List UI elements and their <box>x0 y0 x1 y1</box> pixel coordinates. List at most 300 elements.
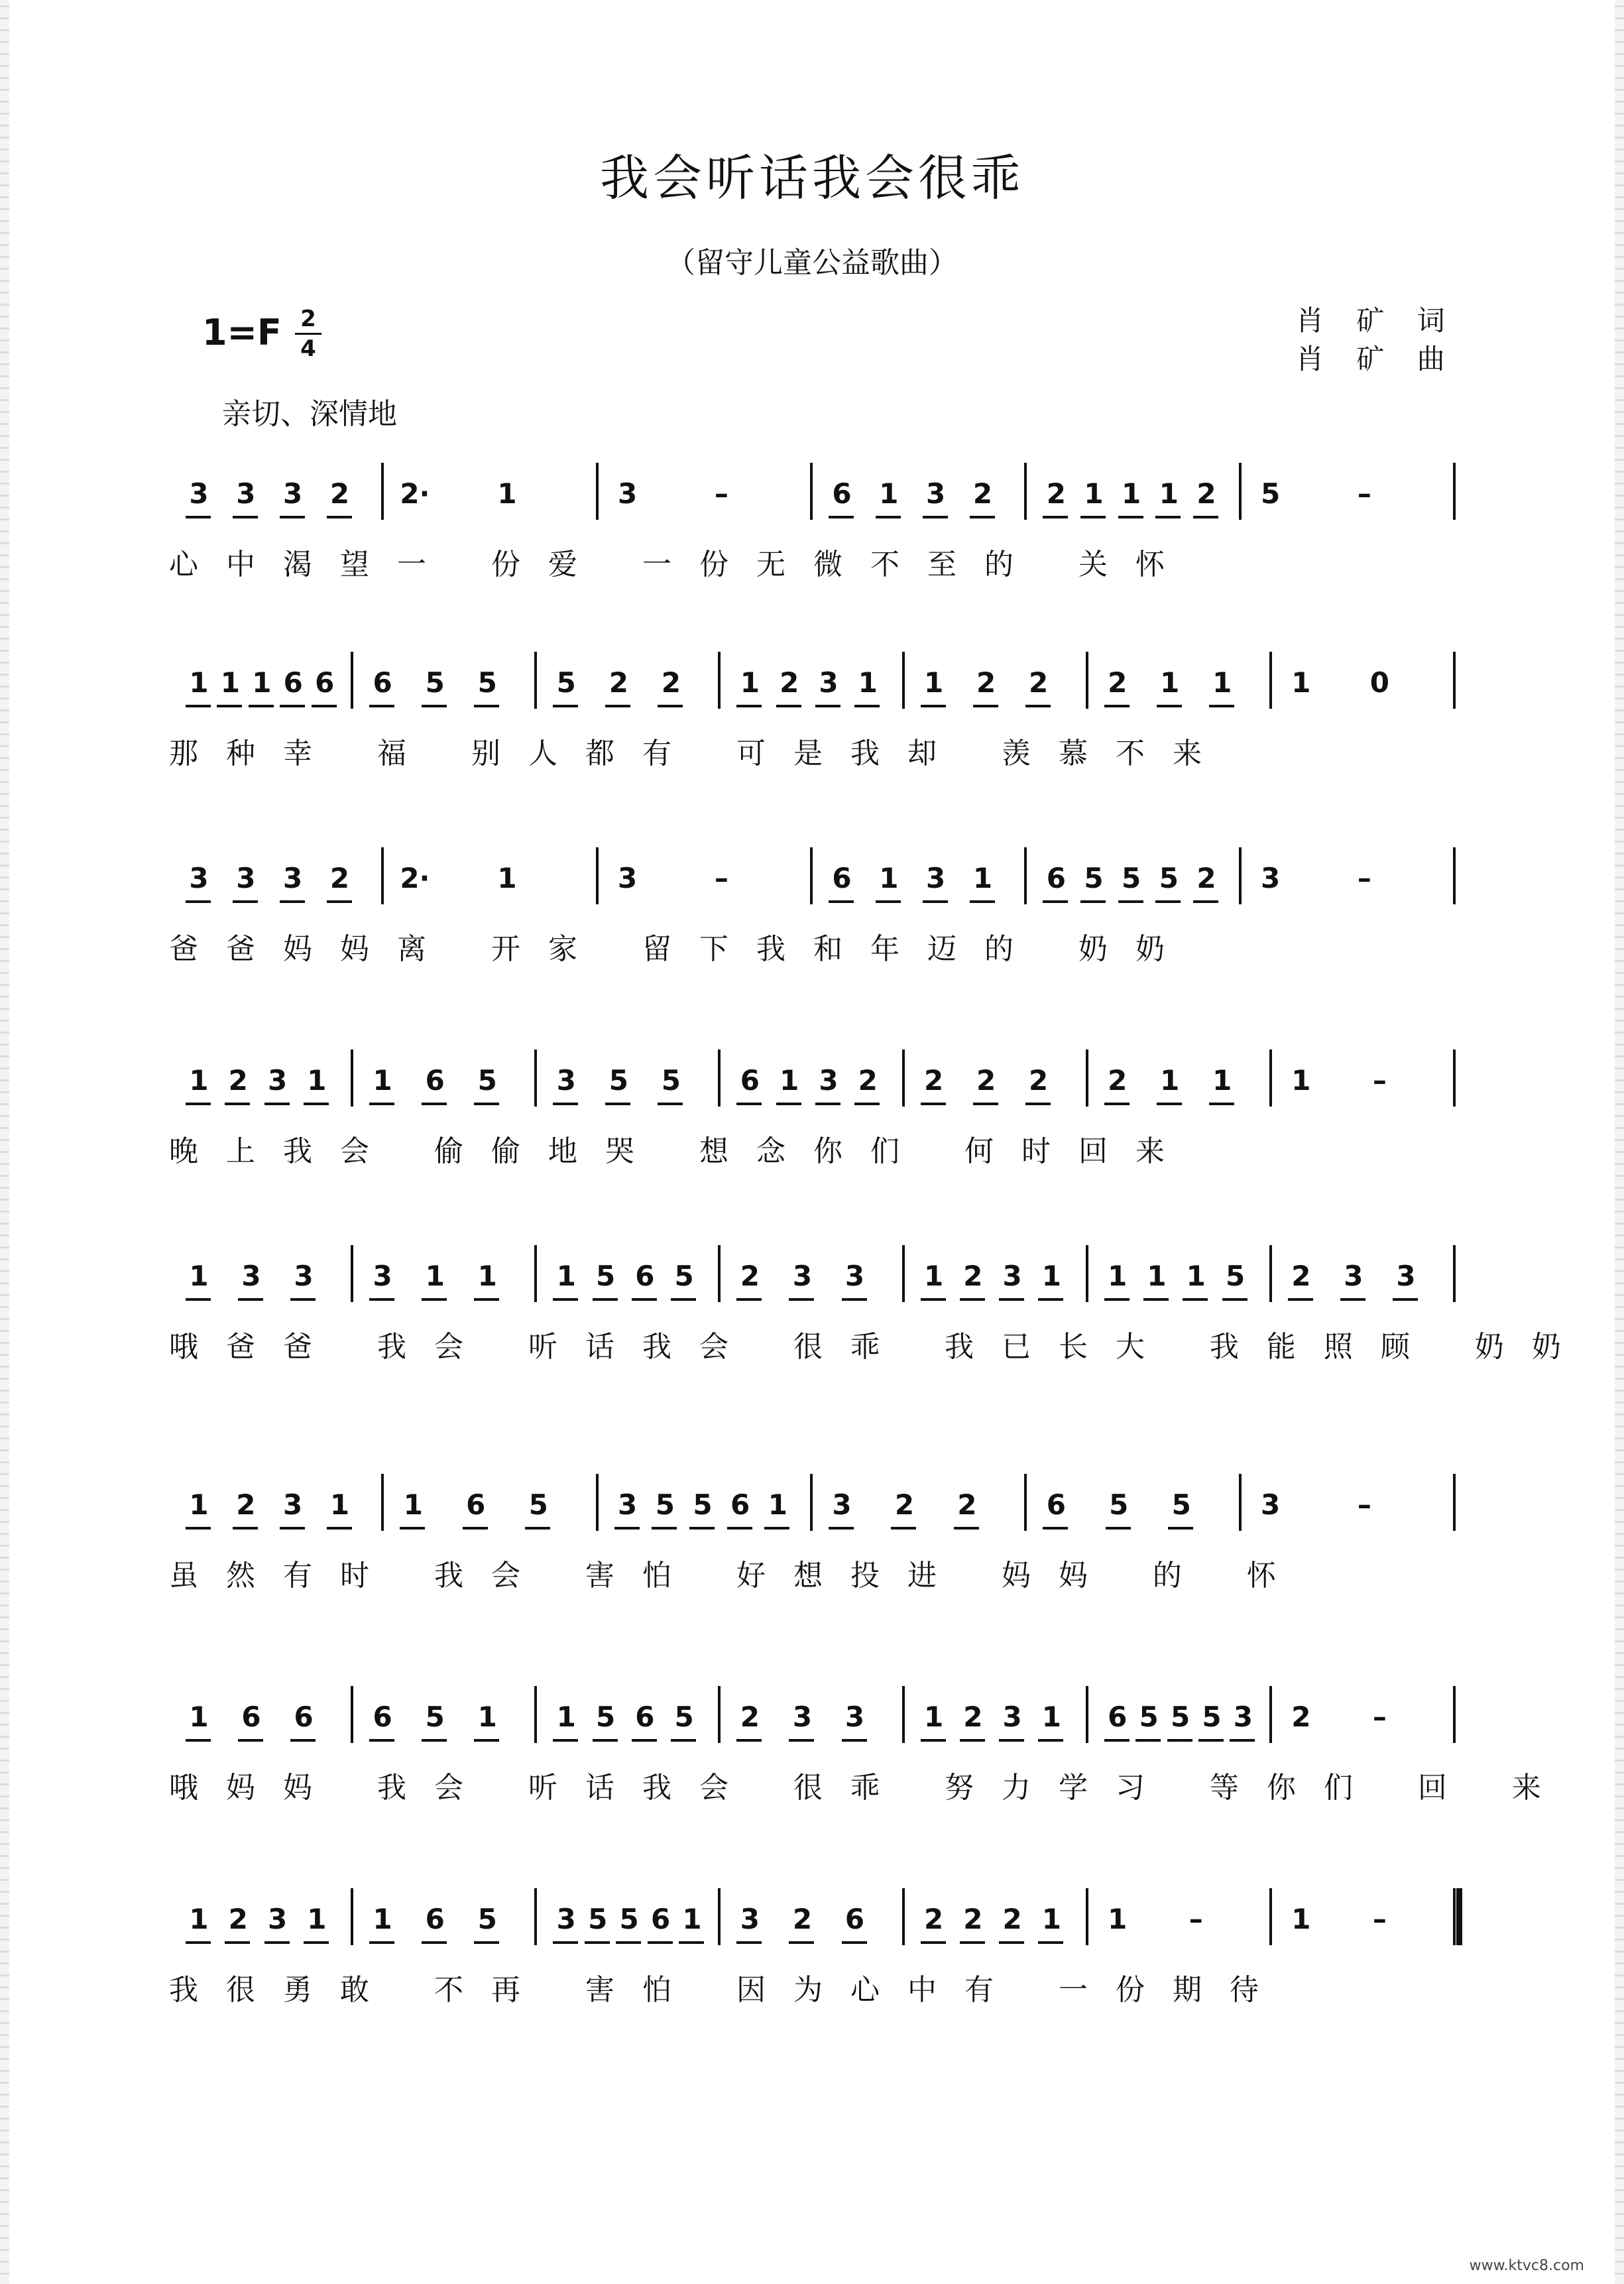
barline <box>902 1686 905 1743</box>
note: 1 <box>972 862 993 894</box>
note: 1 <box>879 477 899 510</box>
note: 1 <box>780 1064 799 1097</box>
note-underline <box>736 1103 762 1105</box>
note-underline <box>327 1527 352 1530</box>
note: 3 <box>844 1701 865 1733</box>
lyricist-credit: 肖 矿 词 <box>1296 304 1457 337</box>
note-underline <box>553 1941 578 1944</box>
final-barline <box>1453 1888 1462 1945</box>
barline <box>1024 847 1027 904</box>
barline <box>351 1888 353 1945</box>
key-signature: 1=F <box>202 312 282 353</box>
barline <box>718 1245 721 1302</box>
notes-line <box>172 477 1458 530</box>
note-underline <box>1135 1739 1161 1742</box>
note-underline <box>186 516 211 518</box>
barline <box>1453 1050 1456 1107</box>
note: 2 <box>609 666 628 699</box>
note: 5 <box>477 1064 497 1097</box>
barline <box>1086 1888 1088 1945</box>
note: 1 <box>1291 666 1311 699</box>
note: 6 <box>283 666 303 699</box>
score-system <box>0 862 1624 994</box>
note: 3 <box>926 862 946 894</box>
note: 3 <box>792 1260 813 1292</box>
note: 2· <box>400 477 430 510</box>
note: 3 <box>283 477 303 510</box>
note: – <box>1357 862 1371 894</box>
note-underline <box>238 1298 263 1301</box>
note: 1 <box>1041 1701 1062 1733</box>
note: 2 <box>894 1488 915 1521</box>
note: 1 <box>923 1701 944 1733</box>
note: 5 <box>595 1260 616 1292</box>
note: 1 <box>189 1260 209 1292</box>
note: 2 <box>1291 1260 1311 1292</box>
note: 1 <box>329 1488 350 1521</box>
note: 3 <box>283 862 303 894</box>
note-underline <box>842 1739 867 1742</box>
note: 3 <box>1002 1701 1022 1733</box>
note-underline <box>1104 705 1130 707</box>
note: 1 <box>1291 1064 1311 1097</box>
note-underline <box>632 1739 657 1742</box>
note-underline <box>921 1103 946 1105</box>
note: 2 <box>976 1064 996 1097</box>
note: 3 <box>819 1064 839 1097</box>
note-underline <box>999 1298 1024 1301</box>
note: 2 <box>740 1260 760 1292</box>
note-underline <box>1118 516 1143 518</box>
note-underline <box>605 705 630 707</box>
note-underline <box>585 1941 610 1944</box>
note: 5 <box>1170 1701 1190 1733</box>
barline <box>534 1050 537 1107</box>
note: 5 <box>674 1701 694 1733</box>
note: 1 <box>1291 1903 1311 1935</box>
note-underline <box>280 1527 305 1530</box>
note: 1 <box>497 862 517 894</box>
barline <box>1269 1050 1272 1107</box>
barline <box>810 1474 813 1531</box>
note: 5 <box>556 666 576 699</box>
note-underline <box>876 516 901 518</box>
lyrics-line: 哦妈妈 我会 听话我会 很乖 努力学习 等你们 回 来 <box>169 1771 1569 1805</box>
note-underline <box>264 1941 290 1944</box>
note: 6 <box>466 1488 486 1521</box>
note: 1 <box>1212 1064 1232 1097</box>
note: 6 <box>315 666 335 699</box>
barline <box>1239 1474 1242 1531</box>
lyrics-line: 虽然有时 我会 害怕 好想投进 妈妈 的 怀 <box>169 1559 1304 1593</box>
note: – <box>1372 1064 1387 1097</box>
note: 3 <box>267 1064 288 1097</box>
note: 2 <box>972 477 993 510</box>
note: 1 <box>477 1260 497 1292</box>
note: 1 <box>1041 1903 1062 1935</box>
note-underline <box>304 1103 329 1105</box>
note: 1 <box>189 1488 209 1521</box>
note-underline <box>1222 1298 1247 1301</box>
note-underline <box>186 1527 211 1530</box>
note: 1 <box>425 1260 445 1292</box>
note-underline <box>369 1298 394 1301</box>
note-underline <box>369 705 394 707</box>
note: 6 <box>425 1064 445 1097</box>
note: 2 <box>1291 1701 1311 1733</box>
note-underline <box>327 900 352 903</box>
note: 3 <box>236 862 256 894</box>
note-underline <box>632 1298 657 1301</box>
note: 2 <box>661 666 681 699</box>
note: 5 <box>1109 1488 1129 1521</box>
note: 3 <box>618 862 638 894</box>
note: 3 <box>267 1903 288 1935</box>
note-underline <box>736 1739 762 1742</box>
note: 3 <box>792 1701 813 1733</box>
note-underline <box>422 1103 447 1105</box>
score-system <box>0 666 1624 799</box>
note: 6 <box>730 1488 750 1521</box>
note: 1 <box>1108 1260 1128 1292</box>
barline <box>534 1888 537 1945</box>
note: 1 <box>682 1903 702 1935</box>
note-underline <box>1167 1739 1192 1742</box>
note: 1 <box>1108 1903 1128 1935</box>
note-underline <box>422 705 447 707</box>
barline <box>381 847 384 904</box>
note: 2 <box>1002 1903 1022 1935</box>
barline <box>351 652 353 709</box>
note-underline <box>829 516 854 518</box>
note-underline <box>525 1527 550 1530</box>
barline <box>1086 1245 1088 1302</box>
note-underline <box>463 1527 488 1530</box>
barline <box>1239 847 1242 904</box>
note: 1 <box>1122 477 1141 510</box>
note: 3 <box>1261 862 1281 894</box>
note-underline <box>954 1527 979 1530</box>
note-underline <box>1155 516 1181 518</box>
note: 1 <box>740 666 760 699</box>
notes-line <box>172 1701 1458 1754</box>
note: 5 <box>425 1701 445 1733</box>
note: 1 <box>1159 477 1179 510</box>
barline <box>351 1686 353 1743</box>
note: 5 <box>1084 862 1104 894</box>
note-underline <box>217 705 242 707</box>
note: 5 <box>1202 1701 1222 1733</box>
meter-bottom: 4 <box>300 335 316 362</box>
notes-line <box>172 666 1458 719</box>
lyrics-line: 那种幸 福 别人都有 可是我却 羡慕不来 <box>169 737 1230 770</box>
note-underline <box>973 1103 998 1105</box>
note: 2 <box>858 1064 878 1097</box>
note: 3 <box>556 1064 576 1097</box>
note-underline <box>876 900 901 903</box>
note-underline <box>999 1941 1024 1944</box>
note: 1 <box>252 666 272 699</box>
note-underline <box>616 1941 641 1944</box>
note: 6 <box>294 1701 314 1733</box>
score-system <box>0 1260 1624 1392</box>
note-underline <box>400 1527 425 1530</box>
note-underline <box>652 1527 677 1530</box>
barline <box>534 1245 537 1302</box>
barline <box>1269 1245 1272 1302</box>
note-underline <box>553 1103 578 1105</box>
note: 1 <box>307 1903 327 1935</box>
note-underline <box>1118 900 1143 903</box>
note-underline <box>280 705 305 707</box>
note-underline <box>312 705 337 707</box>
note-underline <box>679 1941 704 1944</box>
note-underline <box>474 1298 499 1301</box>
note: 2 <box>228 1064 248 1097</box>
note-underline <box>1155 900 1181 903</box>
barline <box>596 1474 599 1531</box>
barline <box>1453 1245 1456 1302</box>
barline <box>534 652 537 709</box>
note: 3 <box>832 1488 852 1521</box>
note-underline <box>921 1298 946 1301</box>
score-system <box>0 477 1624 610</box>
note: 5 <box>609 1064 628 1097</box>
note: 6 <box>373 666 392 699</box>
note-underline <box>1193 900 1218 903</box>
note: 5 <box>655 1488 675 1521</box>
note: 1 <box>497 477 517 510</box>
note: 1 <box>189 1903 209 1935</box>
note: 3 <box>926 477 946 510</box>
barline <box>902 652 905 709</box>
meter-bar <box>295 333 321 335</box>
notes-line <box>172 1260 1458 1313</box>
note-underline <box>290 1298 316 1301</box>
note: 5 <box>477 666 497 699</box>
note-underline <box>233 900 258 903</box>
note-underline <box>648 1941 673 1944</box>
barline <box>381 463 384 520</box>
note: 2 <box>963 1260 983 1292</box>
note-underline <box>815 705 841 707</box>
note: 5 <box>528 1488 548 1521</box>
note: 1 <box>923 1260 944 1292</box>
barline <box>381 1474 384 1531</box>
note-underline <box>999 1739 1024 1742</box>
note: 2 <box>228 1903 248 1935</box>
note: 2 <box>792 1903 813 1935</box>
note-underline <box>1393 1298 1418 1301</box>
note-underline <box>671 1298 696 1301</box>
note-underline <box>304 1941 329 1944</box>
note: 5 <box>1122 862 1141 894</box>
note: 2 <box>1029 666 1049 699</box>
note: 2 <box>976 666 996 699</box>
note: 2 <box>329 862 350 894</box>
note: 6 <box>635 1260 655 1292</box>
lyrics-line: 哦爸爸 我会 听话我会 很乖 我已长大 我能照顾 奶奶 <box>169 1330 1589 1364</box>
barline <box>1086 1686 1088 1743</box>
note-underline <box>186 1103 211 1105</box>
note: 3 <box>236 477 256 510</box>
note: 1 <box>1041 1260 1062 1292</box>
note: 3 <box>189 862 209 894</box>
note: 1 <box>1084 477 1104 510</box>
note-underline <box>553 1298 578 1301</box>
note-underline <box>789 1298 814 1301</box>
note: 1 <box>1147 1260 1167 1292</box>
note: 1 <box>220 666 241 699</box>
barline <box>1269 652 1272 709</box>
note-underline <box>186 705 211 707</box>
note-underline <box>789 1739 814 1742</box>
song-subtitle: （留守儿童公益歌曲） <box>666 246 958 280</box>
barline <box>534 1686 537 1743</box>
note-underline <box>1038 1739 1063 1742</box>
note: 2 <box>1029 1064 1049 1097</box>
note-underline <box>960 1941 985 1944</box>
note: 2 <box>1196 862 1216 894</box>
note-underline <box>1157 1103 1182 1105</box>
note: – <box>1357 1488 1371 1521</box>
note: 1 <box>189 1701 209 1733</box>
note: 3 <box>556 1903 576 1935</box>
notes-line <box>172 1064 1458 1117</box>
barline <box>902 1245 905 1302</box>
note-underline <box>776 1103 801 1105</box>
note-underline <box>605 1103 630 1105</box>
note: 6 <box>373 1701 392 1733</box>
note-underline <box>1198 1739 1224 1742</box>
note-underline <box>225 1103 250 1105</box>
note-underline <box>1340 1298 1365 1301</box>
note-underline <box>829 1527 854 1530</box>
note-underline <box>593 1298 618 1301</box>
note: – <box>714 477 728 510</box>
note-underline <box>614 1527 640 1530</box>
note-underline <box>1080 900 1106 903</box>
barline <box>1269 1686 1272 1743</box>
note-underline <box>290 1739 316 1742</box>
note-underline <box>764 1527 789 1530</box>
note: 1 <box>556 1260 576 1292</box>
notes-line <box>172 1903 1458 1956</box>
note: 2 <box>1196 477 1216 510</box>
note-underline <box>1025 705 1051 707</box>
note: 6 <box>241 1701 261 1733</box>
note: 1 <box>858 666 878 699</box>
note-underline <box>815 1103 841 1105</box>
note: 5 <box>619 1903 639 1935</box>
note: 5 <box>595 1701 616 1733</box>
meter-top: 2 <box>300 306 316 332</box>
note-underline <box>736 1298 762 1301</box>
note: 3 <box>1002 1260 1022 1292</box>
barline <box>1453 1686 1456 1743</box>
barline <box>1024 463 1027 520</box>
note-underline <box>1038 1941 1063 1944</box>
note-underline <box>1043 1527 1068 1530</box>
note-underline <box>842 1298 867 1301</box>
note: 1 <box>879 862 899 894</box>
note-underline <box>186 1739 211 1742</box>
note-underline <box>960 1298 985 1301</box>
note: 1 <box>403 1488 423 1521</box>
note: 2 <box>1108 666 1128 699</box>
note-underline <box>474 1103 499 1105</box>
note: 2 <box>780 666 799 699</box>
lyrics-line: 爸爸妈妈离 开家 留下我和年迈的 奶奶 <box>169 932 1192 966</box>
note-underline <box>249 705 274 707</box>
note-underline <box>186 900 211 903</box>
note: 2 <box>923 1064 944 1097</box>
lyrics-line: 晚上我会 偷偷地哭 想念你们 何时回来 <box>169 1134 1192 1168</box>
note: 1 <box>1186 1260 1206 1292</box>
note: 1 <box>923 666 944 699</box>
note: 6 <box>832 477 852 510</box>
note-underline <box>1168 1527 1193 1530</box>
note-underline <box>923 900 948 903</box>
note-underline <box>369 1739 394 1742</box>
note: – <box>714 862 728 894</box>
note: 2 <box>963 1903 983 1935</box>
note: 2 <box>1046 477 1066 510</box>
notes-line <box>172 862 1458 915</box>
note-underline <box>921 1941 946 1944</box>
barline <box>1086 652 1088 709</box>
note-underline <box>1230 1739 1255 1742</box>
note: 3 <box>189 477 209 510</box>
credits <box>1296 302 1457 379</box>
note: 3 <box>819 666 839 699</box>
note-underline <box>474 705 499 707</box>
note: 2 <box>236 1488 256 1521</box>
note: 1 <box>556 1701 576 1733</box>
note-underline <box>829 900 854 903</box>
note-underline <box>233 1527 258 1530</box>
note: 3 <box>618 477 638 510</box>
barline <box>718 652 721 709</box>
barline <box>596 847 599 904</box>
barline <box>718 1888 721 1945</box>
note: 2 <box>1108 1064 1128 1097</box>
note-underline <box>921 1739 946 1742</box>
note-underline <box>474 1941 499 1944</box>
note: 3 <box>1233 1701 1253 1733</box>
note: 3 <box>844 1260 865 1292</box>
note-underline <box>671 1739 696 1742</box>
barline <box>810 463 813 520</box>
barline <box>718 1050 721 1107</box>
score-system <box>0 1488 1624 1621</box>
note-underline <box>842 1941 867 1944</box>
note: 1 <box>477 1701 497 1733</box>
note: 6 <box>740 1064 760 1097</box>
note-underline <box>1106 1527 1131 1530</box>
note: 3 <box>1396 1260 1416 1292</box>
note-underline <box>658 705 683 707</box>
note-underline <box>1157 705 1182 707</box>
note: 3 <box>618 1488 638 1521</box>
note-underline <box>264 1103 290 1105</box>
note-underline <box>789 1941 814 1944</box>
score-system <box>0 1064 1624 1197</box>
note-underline <box>891 1527 916 1530</box>
note-underline <box>973 705 998 707</box>
note-underline <box>327 516 352 518</box>
note: 1 <box>373 1064 392 1097</box>
